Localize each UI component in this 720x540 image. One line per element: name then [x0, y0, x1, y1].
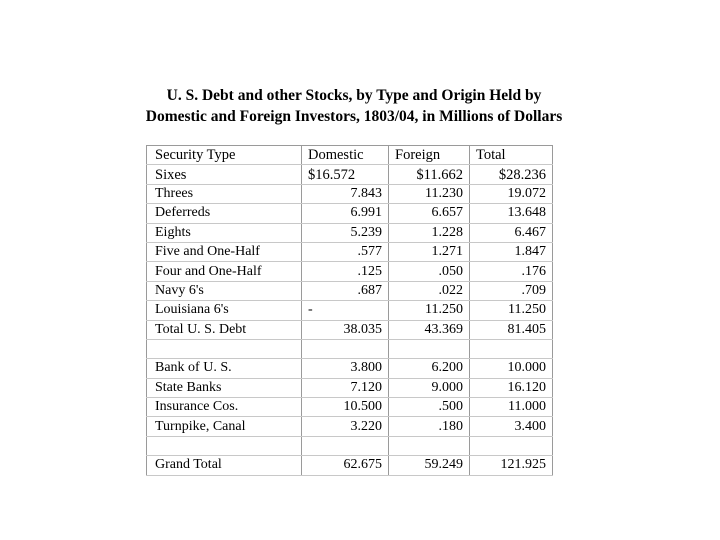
table-row: [147, 398, 553, 417]
cell-foreign: .050: [389, 262, 470, 281]
cell-domestic: 7.843: [302, 184, 389, 203]
header-foreign: Foreign: [389, 146, 470, 165]
table-row: [147, 417, 553, 436]
cell-security-type: Threes: [147, 184, 302, 203]
cell-security-type: Bank of U. S.: [147, 359, 302, 378]
table-row: [147, 378, 553, 397]
header-security-type: Security Type: [147, 146, 302, 165]
cell-domestic: .125: [302, 262, 389, 281]
table-row: [147, 204, 553, 223]
cell-total: .709: [470, 281, 553, 300]
cell-foreign: 9.000: [389, 378, 470, 397]
table-header-row: [147, 146, 553, 165]
cell-domestic: .687: [302, 281, 389, 300]
cell-total: 19.072: [470, 184, 553, 203]
cell-domestic: 62.675: [302, 456, 389, 475]
table-row: [147, 242, 553, 261]
cell-domestic: [302, 436, 389, 455]
cell-domestic: 7.120: [302, 378, 389, 397]
table-title: [118, 85, 590, 127]
cell-total: 13.648: [470, 204, 553, 223]
cell-security-type: [147, 436, 302, 455]
cell-total: 3.400: [470, 417, 553, 436]
cell-security-type: Five and One-Half: [147, 242, 302, 261]
cell-total: 11.250: [470, 301, 553, 320]
table-row: [147, 184, 553, 203]
cell-domestic: 10.500: [302, 398, 389, 417]
cell-domestic: [302, 339, 389, 358]
cell-domestic: 3.220: [302, 417, 389, 436]
cell-foreign: 1.271: [389, 242, 470, 261]
cell-foreign: 11.250: [389, 301, 470, 320]
cell-domestic: 38.035: [302, 320, 389, 339]
table-row: [147, 456, 553, 475]
table-row: [147, 301, 553, 320]
cell-total: [470, 339, 553, 358]
cell-foreign: .500: [389, 398, 470, 417]
cell-security-type: State Banks: [147, 378, 302, 397]
cell-domestic: $16.572: [302, 165, 389, 184]
cell-total: [470, 436, 553, 455]
cell-total: 81.405: [470, 320, 553, 339]
table-row: [147, 262, 553, 281]
table-row: [147, 359, 553, 378]
cell-foreign: [389, 436, 470, 455]
cell-total: 121.925: [470, 456, 553, 475]
cell-security-type: Insurance Cos.: [147, 398, 302, 417]
cell-foreign: 11.230: [389, 184, 470, 203]
cell-security-type: Sixes: [147, 165, 302, 184]
cell-security-type: Deferreds: [147, 204, 302, 223]
table-spacer-row: [147, 339, 553, 358]
cell-foreign: $11.662: [389, 165, 470, 184]
cell-security-type: Louisiana 6's: [147, 301, 302, 320]
cell-security-type: Eights: [147, 223, 302, 242]
table-row: [147, 281, 553, 300]
cell-security-type: Navy 6's: [147, 281, 302, 300]
cell-total: 16.120: [470, 378, 553, 397]
cell-domestic: .577: [302, 242, 389, 261]
cell-foreign: 6.200: [389, 359, 470, 378]
cell-security-type: [147, 339, 302, 358]
cell-security-type: Turnpike, Canal: [147, 417, 302, 436]
cell-foreign: .180: [389, 417, 470, 436]
header-domestic: Domestic: [302, 146, 389, 165]
cell-domestic: 3.800: [302, 359, 389, 378]
title-line-1: U. S. Debt and other Stocks, by Type and Origin Held by: [166, 87, 542, 104]
cell-foreign: 59.249: [389, 456, 470, 475]
cell-domestic: 5.239: [302, 223, 389, 242]
table-row: [147, 165, 553, 184]
cell-total: .176: [470, 262, 553, 281]
cell-foreign: .022: [389, 281, 470, 300]
cell-foreign: 1.228: [389, 223, 470, 242]
cell-foreign: 6.657: [389, 204, 470, 223]
cell-total: 1.847: [470, 242, 553, 261]
debt-table: [146, 145, 553, 476]
table-row: [147, 320, 553, 339]
cell-total: 11.000: [470, 398, 553, 417]
cell-foreign: [389, 339, 470, 358]
table-spacer-row: [147, 436, 553, 455]
cell-total: 6.467: [470, 223, 553, 242]
cell-total: 10.000: [470, 359, 553, 378]
cell-foreign: 43.369: [389, 320, 470, 339]
cell-domestic: 6.991: [302, 204, 389, 223]
cell-total: $28.236: [470, 165, 553, 184]
title-line-2: Domestic and Foreign Investors, 1803/04, in Millions of Dollars: [145, 108, 563, 125]
cell-security-type: Grand Total: [147, 456, 302, 475]
table-row: [147, 223, 553, 242]
cell-domestic: -: [302, 301, 389, 320]
header-total: Total: [470, 146, 553, 165]
cell-security-type: Total U. S. Debt: [147, 320, 302, 339]
cell-security-type: Four and One-Half: [147, 262, 302, 281]
